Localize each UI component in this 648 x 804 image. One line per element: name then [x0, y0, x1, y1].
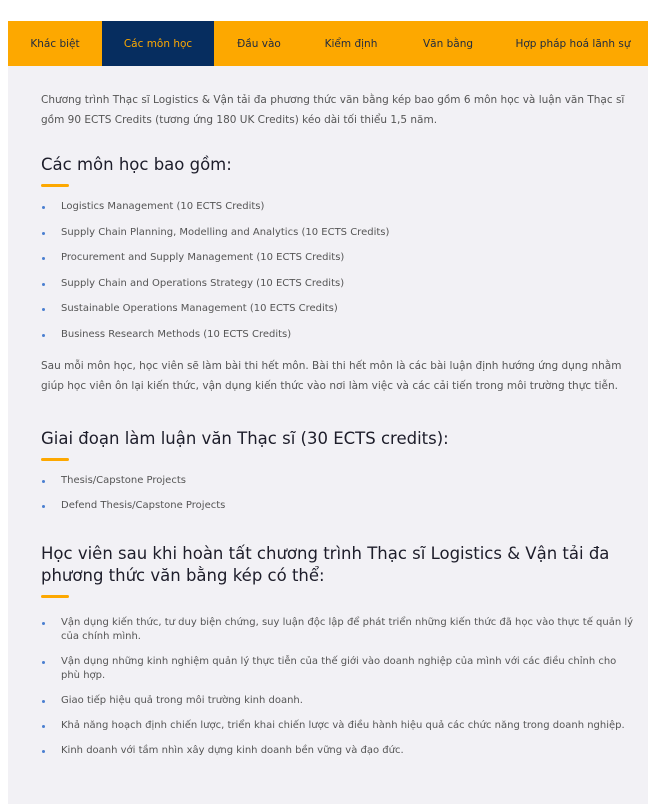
list-item: Procurement and Supply Management (10 ECTS Credits) — [41, 251, 648, 265]
tab-cac-mon-hoc[interactable]: Các môn học — [102, 21, 214, 66]
content-panel — [8, 66, 648, 804]
heading-underline — [41, 184, 69, 187]
list-item: Giao tiếp hiệu quả trong môi trường kinh doanh. — [41, 694, 637, 708]
list-item: Vận dụng kiến thức, tư duy biện chứng, suy luận độc lập để phát triển những kiến thức đã học vào thực tế quản lý của chính mình. — [41, 616, 637, 644]
list-item: Sustainable Operations Management (10 ECTS Credits) — [41, 302, 648, 316]
tab-hop-phap-hoa[interactable]: Hợp pháp hoá lãnh sự — [515, 37, 631, 50]
heading-underline — [41, 595, 69, 598]
list-item: Supply Chain and Operations Strategy (10 ECTS Credits) — [41, 277, 648, 291]
tab-bar — [8, 21, 648, 66]
courses-list — [41, 200, 648, 342]
list-item: Khả năng hoạch định chiến lược, triển khai chiến lược và điều hành hiệu quả các chức năng trong doanh nghiệp. — [41, 719, 637, 733]
list-item: Thesis/Capstone Projects — [41, 474, 648, 488]
thesis-list — [41, 474, 648, 513]
tab-van-bang[interactable]: Văn bằng — [422, 37, 474, 50]
courses-heading: Các môn học bao gồm: — [41, 155, 232, 174]
thesis-heading: Giai đoạn làm luận văn Thạc sĩ (30 ECTS credits): — [41, 428, 449, 448]
list-item: Vận dụng những kinh nghiệm quản lý thực tiễn của thế giới vào doanh nghiệp của mình với các điều chỉnh cho phù hợp. — [41, 655, 637, 683]
exam-note: Sau mỗi môn học, học viên sẽ làm bài thi hết môn. Bài thi hết môn là các bài luận định hướng ứng dụng nhằm giúp học viên ôn lại kiến thức, vận dụng kiến thức vào nơi làm việc và các cải tiến trong môi trường thực tiễn. — [41, 359, 622, 392]
heading-underline — [41, 458, 69, 461]
outcomes-list — [41, 616, 637, 758]
outcomes-heading: Học viên sau khi hoàn tất chương trình Thạc sĩ Logistics & Vận tải đa phương thức văn bằng kép có thể: — [41, 543, 610, 585]
list-item: Business Research Methods (10 ECTS Credits) — [41, 328, 648, 342]
list-item: Kinh doanh với tầm nhìn xây dựng kinh doanh bền vững và đạo đức. — [41, 744, 637, 758]
list-item: Defend Thesis/Capstone Projects — [41, 499, 648, 513]
tab-dau-vao[interactable]: Đầu vào — [237, 37, 281, 50]
tab-khac-biet[interactable]: Khác biệt — [30, 37, 80, 50]
list-item: Supply Chain Planning, Modelling and Analytics (10 ECTS Credits) — [41, 226, 648, 240]
intro-text: Chương trình Thạc sĩ Logistics & Vận tải đa phương thức văn bằng kép bao gồm 6 môn học và luận văn Thạc sĩ gồm 90 ECTS Credits (tương ứng 180 UK Credits) kéo dài tối thiểu 1,5 năm. — [41, 94, 625, 126]
list-item: Logistics Management (10 ECTS Credits) — [41, 200, 648, 214]
tab-kiem-dinh[interactable]: Kiểm định — [324, 37, 378, 50]
